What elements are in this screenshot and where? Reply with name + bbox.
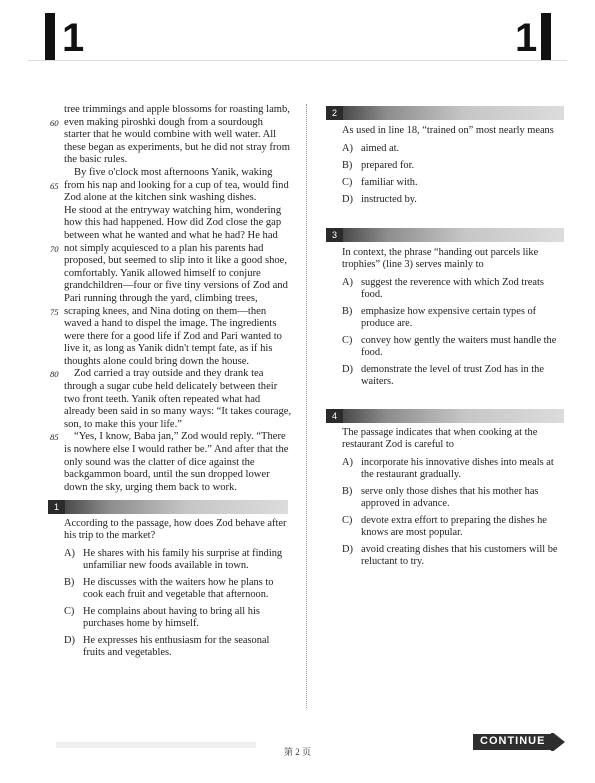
- passage-line: [28, 243, 288, 256]
- line-number: 65: [50, 180, 59, 191]
- passage-line-text: only sound was the clatter of dice against the: [64, 456, 255, 468]
- option-letter: C): [342, 177, 353, 188]
- passage-line: [28, 268, 288, 281]
- line-number: 80: [50, 369, 59, 380]
- passage-line: [28, 104, 288, 117]
- option-text: familiar with.: [361, 177, 418, 188]
- question-header-band: [343, 409, 564, 423]
- passage-line-text: starter that he would combine with well water. All: [64, 129, 277, 141]
- question-number: 2: [326, 106, 343, 120]
- passage-line-text: Zod alone at the kitchen sink washing dishes.: [64, 192, 257, 204]
- question-4-header: [326, 409, 564, 423]
- option-text: devote extra effort to preparing the dishes he knows are most popular.: [361, 515, 547, 538]
- passage-line: [28, 205, 288, 218]
- answer-option[interactable]: [342, 457, 564, 481]
- passage-line-text: son, to make this your life.”: [64, 418, 182, 430]
- option-text: suggest the reverence with which Zod treats food.: [361, 277, 544, 300]
- answer-option[interactable]: [64, 548, 288, 572]
- passage-line-text: between what he wanted and what he had? He had: [64, 229, 278, 241]
- passage-line-text: proposed, but seemed to slip into it like a good shoe,: [64, 255, 288, 267]
- passage-line-text: waved a hand to dispel the image. The ingredients: [64, 318, 277, 330]
- section-number-left: 1: [62, 16, 85, 60]
- answer-option[interactable]: [342, 335, 564, 359]
- question-header-band: [65, 500, 288, 514]
- passage-line: [28, 356, 288, 369]
- option-text: emphasize how expensive certain types of produce are.: [361, 306, 537, 329]
- passage-line: [28, 217, 288, 230]
- option-letter: C): [64, 606, 75, 617]
- question-stem: According to the passage, how does Zod behave after his trip to the market?: [64, 518, 287, 541]
- line-number: 75: [50, 306, 59, 317]
- passage-line: [28, 482, 288, 495]
- passage-line-text: He stood at the entryway watching him, wondering: [64, 204, 282, 216]
- option-text: He expresses his enthusiasm for the seasonal fruits and vegetables.: [83, 635, 270, 658]
- question-2: [342, 125, 564, 211]
- question-number: 4: [326, 409, 343, 423]
- passage-line-text: scraping knees, and Nina doting on them—then: [64, 305, 267, 317]
- passage-line-text: live it, as long as Yanik didn't tempt fate, as if his: [64, 343, 273, 355]
- answer-option[interactable]: [342, 194, 564, 206]
- answer-option[interactable]: [342, 277, 564, 301]
- passage-line: [28, 192, 288, 205]
- option-text: He discusses with the waiters how he plans to cook each fruit and vegetable that afternoon.: [83, 577, 274, 600]
- question-1-header: [48, 500, 288, 514]
- passage-line: [28, 419, 288, 432]
- passage-line: [28, 293, 288, 306]
- passage-line-text: is nowhere else I would rather be.” And after that the: [64, 444, 289, 456]
- option-letter: C): [342, 515, 353, 526]
- passage-line-text: not simply acquiesced to a plan his parents had: [64, 242, 264, 254]
- passage-line-text: the basic rules.: [64, 154, 128, 166]
- header-rule: [28, 60, 567, 61]
- passage-line-text: “Yes, I know, Baba jan,” Zod would reply. “There: [74, 431, 286, 443]
- option-letter: D): [342, 544, 353, 555]
- continue-button[interactable]: [473, 733, 565, 751]
- answer-option[interactable]: [342, 544, 564, 568]
- option-text: incorporate his innovative dishes into meals at the restaurant gradually.: [361, 457, 554, 480]
- question-2-header: [326, 106, 564, 120]
- question-header-band: [343, 106, 564, 120]
- passage-line-text: were there for a good life if Zod and Pari wanted to: [64, 330, 282, 342]
- passage-line: [28, 280, 288, 293]
- question-3: [342, 247, 564, 393]
- passage-line-text: thoughts alone could bring down the house.: [64, 355, 250, 367]
- column-divider: [306, 104, 307, 708]
- option-letter: D): [342, 364, 353, 375]
- section-bar-right: [541, 13, 551, 61]
- passage-line-text: down the sky, urging them back to work.: [64, 481, 238, 493]
- passage-line-text: even making piroshki dough from a sourdough: [64, 116, 263, 128]
- option-letter: C): [342, 335, 353, 346]
- option-text: instructed by.: [361, 194, 417, 205]
- option-letter: B): [342, 486, 353, 497]
- question-4: [342, 427, 564, 573]
- question-number: 3: [326, 228, 343, 242]
- passage-line-text: two front teeth. Yanik often repeated what had: [64, 393, 261, 405]
- answer-option[interactable]: [342, 160, 564, 172]
- passage-line: [28, 368, 288, 381]
- reading-passage: [28, 104, 292, 494]
- answer-option[interactable]: [342, 486, 564, 510]
- passage-line-text: backgammon board, until the sun dropped lower: [64, 469, 270, 481]
- answer-option[interactable]: [64, 635, 288, 659]
- passage-line-text: Zod carried a tray outside and they drank tea: [74, 368, 264, 380]
- question-number: 1: [48, 500, 65, 514]
- passage-line-text: comfortably. Yanik allowed himself to conjure: [64, 267, 261, 279]
- passage-line: [28, 167, 288, 180]
- option-letter: A): [342, 143, 353, 154]
- passage-line-text: these began as experiments, but he did not stray from: [64, 141, 290, 153]
- passage-line: [28, 129, 288, 142]
- answer-option[interactable]: [342, 306, 564, 330]
- passage-line-text: tree trimmings and apple blossoms for roasting lamb,: [64, 104, 290, 115]
- option-letter: D): [342, 194, 353, 205]
- passage-line: [28, 117, 288, 130]
- passage-line: [28, 444, 288, 457]
- passage-line: [28, 343, 288, 356]
- passage-line: [28, 381, 288, 394]
- passage-line-text: already been said in so many ways: “It takes courage,: [64, 406, 292, 418]
- faded-footer-note: [56, 742, 256, 748]
- option-letter: A): [342, 277, 353, 288]
- option-letter: A): [342, 457, 353, 468]
- passage-line: [28, 469, 288, 482]
- passage-line-text: from his nap and looking for a cup of tea, would find: [64, 179, 289, 191]
- answer-option[interactable]: [342, 364, 564, 388]
- line-number: 85: [50, 432, 59, 443]
- passage-line-text: grandchildren—four or five tiny versions of Zod and: [64, 280, 288, 292]
- option-text: demonstrate the level of trust Zod has in the waiters.: [361, 364, 544, 387]
- question-stem: As used in line 18, “trained on” most nearly means: [342, 125, 554, 136]
- page-number: 第 2 页: [284, 747, 312, 757]
- option-letter: B): [342, 160, 353, 171]
- passage-line-text: through a sugar cube held delicately between their: [64, 381, 278, 393]
- passage-line: [28, 457, 288, 470]
- answer-option[interactable]: [342, 143, 564, 155]
- section-bar-left: [45, 13, 55, 61]
- option-letter: A): [64, 548, 75, 559]
- passage-line: [28, 180, 288, 193]
- option-letter: D): [64, 635, 75, 646]
- option-text: He complains about having to bring all his purchases home by himself.: [83, 606, 260, 629]
- continue-label: CONTINUE: [480, 735, 546, 747]
- option-letter: B): [64, 577, 75, 588]
- passage-line: [28, 230, 288, 243]
- option-text: avoid creating dishes that his customers will be reluctant to try.: [361, 544, 558, 567]
- question-3-header: [326, 228, 564, 242]
- answer-option[interactable]: [64, 606, 288, 630]
- passage-line: [28, 255, 288, 268]
- passage-line-text: Pari running through the yard, climbing trees,: [64, 292, 258, 304]
- passage-line: [28, 154, 288, 167]
- passage-line: [28, 142, 288, 155]
- question-header-band: [343, 228, 564, 242]
- option-text: prepared for.: [361, 160, 415, 171]
- line-number: 60: [50, 117, 59, 128]
- question-1: [64, 518, 288, 664]
- option-text: He shares with his family his surprise at finding unfamiliar new foods available in town.: [83, 548, 283, 571]
- passage-line: [28, 431, 288, 444]
- passage-line-text: how this had happened. How did Zod close the gap: [64, 217, 282, 229]
- answer-option[interactable]: [342, 515, 564, 539]
- passage-line: [28, 331, 288, 344]
- option-text: aimed at.: [361, 143, 400, 154]
- section-number-right: 1: [515, 16, 538, 60]
- question-stem: In context, the phrase “handing out parcels like trophies” (line 3) serves mainly to: [342, 247, 539, 270]
- answer-option[interactable]: [342, 177, 564, 189]
- option-letter: B): [342, 306, 353, 317]
- passage-line: [28, 406, 292, 419]
- passage-line: [28, 318, 288, 331]
- passage-line: [28, 394, 288, 407]
- line-number: 70: [50, 243, 59, 254]
- answer-option[interactable]: [64, 577, 288, 601]
- option-text: convey how gently the waiters must handle the food.: [361, 335, 557, 358]
- question-stem: The passage indicates that when cooking at the restaurant Zod is careful to: [342, 427, 538, 450]
- passage-line-text: By five o'clock most afternoons Yanik, waking: [74, 166, 273, 178]
- passage-line: [28, 306, 288, 319]
- option-text: serve only those dishes that his mother has approved in advance.: [361, 486, 539, 509]
